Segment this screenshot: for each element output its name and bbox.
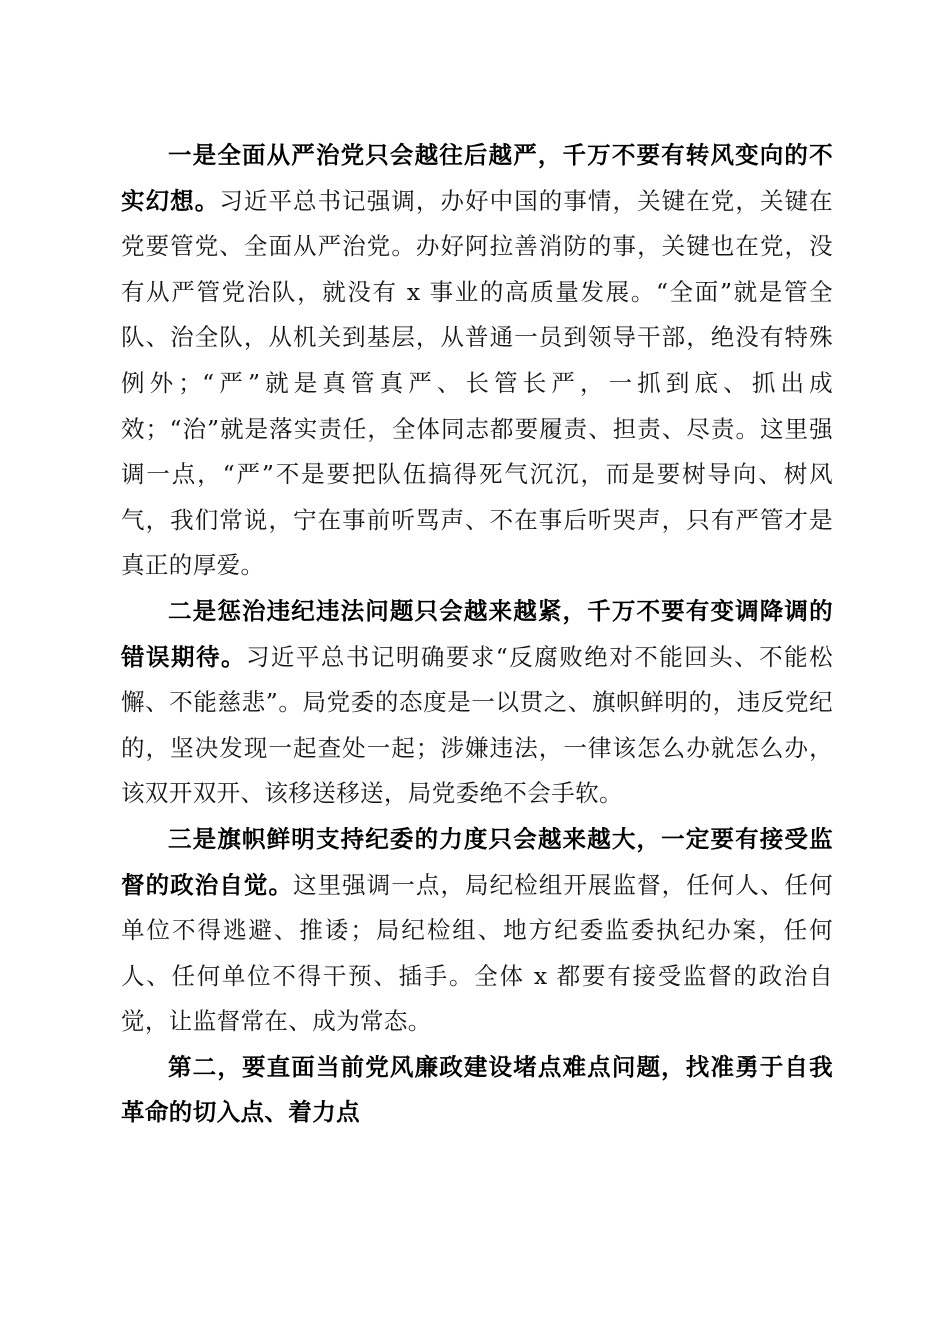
paragraph-2-body: 习近平总书记明确要求“反腐败绝对不能回头、不能松懈、不能慈悲”。局党委的态度是一以贯之、旗帜鲜明的，违反党纪的，坚决发现一起查处一起；涉嫌违法，一律该怎么办就怎么办，该双开双开、该移送移送，局党委绝不会手软。 (121, 642, 834, 808)
section-heading-2-text: 第二，要直面当前党风廉政建设堵点难点问题，找准勇于自我革命的切入点、着力点 (121, 1052, 833, 1127)
paragraph-1 (121, 133, 833, 589)
section-heading-2 (121, 1045, 833, 1136)
paragraph-2-lead: 二是惩治违纪违法问题只会越来越紧，千万不要有变调降调的错误期待。 (121, 596, 833, 671)
paragraph-1-lead: 一是全面从严治党只会越往后越严，千万不要有转风变向的不实幻想。 (121, 141, 833, 215)
document-body (121, 133, 833, 1136)
paragraph-3-body: 这里强调一点，局纪检组开展监督，任何人、任何单位不得逃避、推诿；局纪检组、地方纪委监委执纪办案，任何人、任何单位不得干预、插手。全体 x 都要有接受监督的政治自觉，让监督常在、成为常态。 (121, 870, 833, 1036)
paragraph-3 (121, 817, 833, 1045)
paragraph-1-body: 习近平总书记强调，办好中国的事情，关键在党，关键在党要管党、全面从严治党。办好阿拉善消防的事，关键也在党，没有从严管党治队，就没有 x 事业的高质量发展。“全面”就是管全队、治全队，从机关到基层，从普通一员到领导干部，绝没有特殊例外；“严”就是真管真严、长管长严，一抓到底、抓出成效；“治”就是落实责任，全体同志都要履责、担责、尽责。这里强调一点，“严”不是要把队伍搞得死气沉沉，而是要树导向、树风气，我们常说，宁在事前听骂声、不在事后听哭声，只有严管才是真正的厚爱。 (121, 186, 834, 580)
paragraph-2 (121, 589, 833, 817)
paragraph-3-lead: 三是旗帜鲜明支持纪委的力度只会越来越大，一定要有接受监督的政治自觉。 (121, 824, 833, 899)
